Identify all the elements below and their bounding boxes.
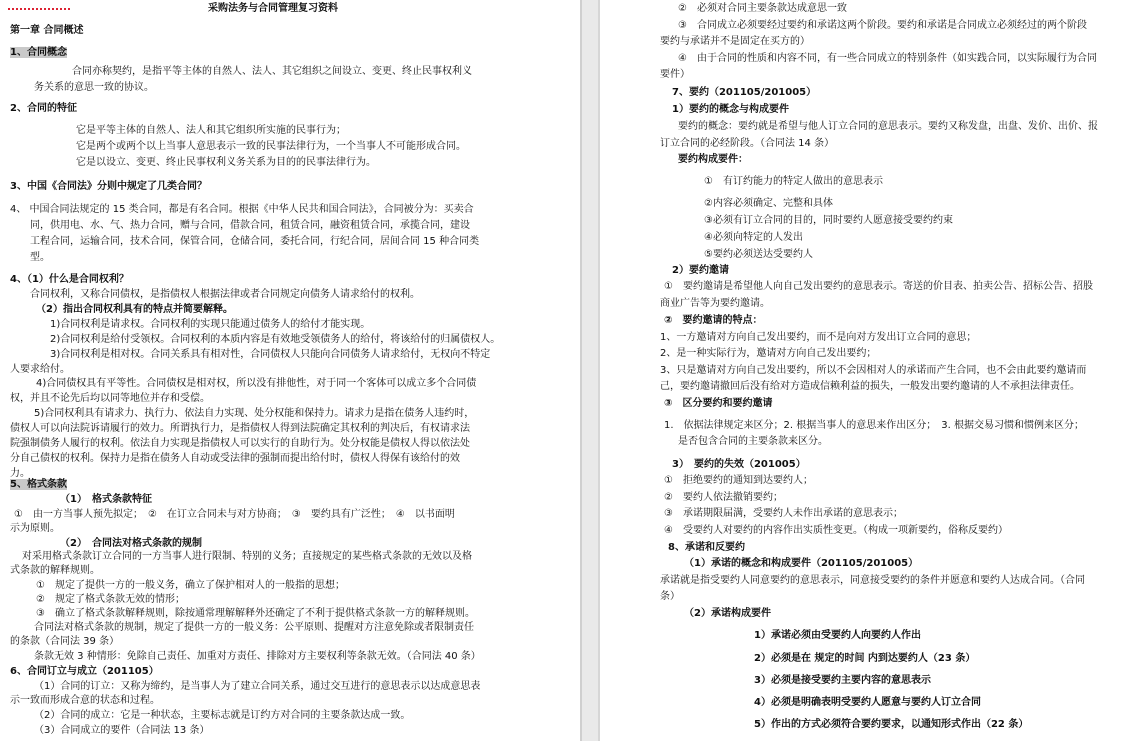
paragraph-line: 合同法对格式条款的规制，规定了提供一方的一般义务：公平原则、提醒对方注意免除或者限制责任 <box>34 622 474 633</box>
section-heading: 4、（1）什么是合同权利？ <box>10 274 129 285</box>
list-item: ① 拒绝要约的通知到达要约人； <box>664 475 813 486</box>
list-item: ②内容必须确定、完整和具体 <box>704 198 833 209</box>
list-item: ① 规定了提供一方的一般义务，确立了保护相对人的一般指的思想； <box>36 580 345 591</box>
paragraph-line: 2)合同权利是给付受领权。合同权利的本质内容是有效地受领债务人的给付，将该给付的归属债权人。 <box>50 334 501 345</box>
paragraph-line: ① 由一方当事人预先拟定； ② 在订立合同未与对方协商； ③ 要约具有广泛性； ④ 以书面明 <box>14 509 455 520</box>
paragraph-line: 合同亦称契约，是指平等主体的自然人、法人、其它组织之间设立、变更、终止民事权利义 <box>72 66 472 77</box>
chapter-heading: 第一章 合同概述 <box>10 25 84 36</box>
paragraph-line: 式条款的解释规则。 <box>10 565 100 576</box>
paragraph-line: 它是以设立、变更、终止民事权利义务关系为目的的民事法律行为。 <box>76 157 376 168</box>
paragraph-line: 对采用格式条款订立合同的一方当事人进行限制、特别的义务；直接规定的某些格式条款的无效以及格 <box>22 551 472 562</box>
paragraph-line: 3)合同权利是相对权。合同关系具有相对性，合同债权人只能向合同债务人请求给付，无权向不特定 <box>50 349 491 360</box>
section-heading: 8、承诺和反要约 <box>668 542 745 553</box>
list-item: 3、只是邀请对方向自己发出要约，所以不会因相对人的承诺而产生合同，也不会由此要约邀请而 <box>660 365 1087 376</box>
paragraph-line: 力。 <box>10 468 30 479</box>
section-heading: 6、合同订立与成立（201105） <box>10 666 159 677</box>
subheading: （2）指出合同权利具有的特点并简要解释。 <box>36 304 233 315</box>
paragraph-line: 示一致而形成合意的状态和过程。 <box>10 695 160 706</box>
section-heading: 5、格式条款 <box>10 479 67 490</box>
section-heading: 3、中国《合同法》分则中规定了几类合同？ <box>10 181 207 192</box>
list-item: ③ 合同成立必须要经过要约和承诺这两个阶段。要约和承诺是合同成立必须经过的两个阶段 <box>678 20 1087 31</box>
paragraph-line: 型。 <box>30 252 50 263</box>
list-item: 1）承诺必须由受要约人向要约人作出 <box>754 630 921 641</box>
paragraph-line: 订立合同的必经阶段。（合同法 14 条） <box>660 138 835 149</box>
subheading: 要约构成要件： <box>678 154 748 165</box>
paragraph-line: 要约与承诺并不是固定在买方的） <box>660 36 810 47</box>
paragraph-line: 它是平等主体的自然人、法人和其它组织所实施的民事行为； <box>76 125 346 136</box>
subheading: （2） 合同法对格式条款的规制 <box>60 538 202 549</box>
list-item: ⑤要约必须送达受要约人 <box>704 249 813 260</box>
page-gutter <box>580 0 600 741</box>
paragraph-line: 它是两个或两个以上当事人意思表示一致的民事法律行为，一个当事人不可能形成合同。 <box>76 141 466 152</box>
paragraph-line: （1）合同的订立：又称为缔约，是当事人为了建立合同关系，通过交互进行的意思表示以达成意思表 <box>34 681 481 692</box>
subheading: ② 要约邀请的特点： <box>664 315 763 326</box>
paragraph-line: （2）合同的成立：它是一种状态，主要标志就是订约方对合同的主要条款达成一致。 <box>34 710 411 721</box>
subheading: （1）承诺的概念和构成要件（201105/201005） <box>684 558 919 569</box>
spellcheck-mark <box>8 3 70 10</box>
paragraph-line: 债权人可以向法院诉请履行的效力。所谓执行力，是指债权人得到法院确定其权利的判决后，有权请求法 <box>10 423 470 434</box>
subheading: ③ 区分要约和要约邀请 <box>664 398 773 409</box>
paragraph-line: 承诺就是指受要约人同意要约的意思表示，同意接受要约的条件并愿意和要约人达成合同。（合同 <box>660 575 1085 586</box>
paragraph-line: 是否包含合同的主要条款来区分。 <box>678 436 828 447</box>
subheading: 1）要约的概念与构成要件 <box>672 104 789 115</box>
subheading: 3） 要约的失效（201005） <box>672 459 806 470</box>
paragraph-line: 4)合同债权具有平等性。合同债权是相对权，所以没有排他性，对于同一个客体可以成立多个合同债 <box>36 378 477 389</box>
paragraph-line: 院强制债务人履行的权利。依法自力实现是指债权人可以实行的自助行为。处分权能是债权人得以依法处 <box>10 438 470 449</box>
list-item: ④ 受要约人对要约的内容作出实质性变更。（构成一项新要约，俗称反要约） <box>664 525 1008 536</box>
list-item: ③ 确立了格式条款解释规则，除按通常理解解释外还确定了不利于提供格式条款一方的解释规则。 <box>36 608 475 619</box>
subheading: 2）要约邀请 <box>672 265 729 276</box>
subheading: （1） 格式条款特征 <box>60 494 152 505</box>
list-item: 4）必须是明确表明受要约人愿意与要约人订立合同 <box>754 697 981 708</box>
list-item: ④ 由于合同的性质和内容不同，有一些合同成立的特别条件（如实践合同，以实际履行为合同 <box>678 53 1097 64</box>
document-title: 采购法务与合同管理复习资料 <box>208 3 338 14</box>
paragraph-line: 分自己债权的权利。保持力是指在债务人自动或受法律的强制而提出给付时，债权人得保有该给付的效 <box>10 453 460 464</box>
list-item: ② 规定了格式条款无效的情形； <box>36 594 185 605</box>
paragraph-line: 的条款（合同法 39 条） <box>10 636 120 647</box>
paragraph-line: 4、 中国合同法规定的 15 类合同，都是有名合同。根据《中华人民共和国合同法》，合同被分为：买卖合 <box>10 204 474 215</box>
paragraph-line: 商业广告等为要约邀请。 <box>660 298 770 309</box>
document-page-right <box>600 0 1134 741</box>
paragraph-line: 示为原则。 <box>10 523 60 534</box>
list-item: 5）作出的方式必须符合要约要求，以通知形式作出（22 条） <box>754 719 1029 730</box>
paragraph-line: 权，并且不论先后均以同等地位并存和受偿。 <box>10 393 210 404</box>
section-heading: 7、要约（201105/201005） <box>672 87 817 98</box>
paragraph-line: 合同权利，又称合同债权，是指债权人根据法律或者合同规定向债务人请求给付的权利。 <box>30 289 420 300</box>
list-item: 1、一方邀请对方向自己发出要约，而不是向对方发出订立合同的意思； <box>660 332 977 343</box>
section-heading: 2、合同的特征 <box>10 103 77 114</box>
list-item: ④必须向特定的人发出 <box>704 232 803 243</box>
list-item: 2）必须是在 规定的时间 内到达要约人（23 条） <box>754 653 976 664</box>
paragraph-line: 要约的概念：要约就是希望与他人订立合同的意思表示。要约又称发盘，出盘、发价、出价、报 <box>678 121 1098 132</box>
list-item: ① 有订约能力的特定人做出的意思表示 <box>704 176 883 187</box>
paragraph-line: 务关系的意思一致的协议。 <box>34 82 154 93</box>
paragraph-line: 1. 依据法律规定来区分；2. 根据当事人的意思来作出区分； 3. 根据交易习惯和惯例来区分； <box>664 420 1084 431</box>
paragraph-line: ① 要约邀请是希望他人向自己发出要约的意思表示。寄送的价目表、拍卖公告、招标公告、招股 <box>664 281 1093 292</box>
paragraph-line: 条款无效 3 种情形：免除自己责任、加重对方责任、排除对方主要权利等条款无效。（合同法 40 条） <box>34 651 481 662</box>
paragraph-line: 同，供用电、水、气、热力合同，赠与合同，借款合同，租赁合同，融资租赁合同，承揽合同，建设 <box>30 220 470 231</box>
list-item: ② 必须对合同主要条款达成意思一致 <box>678 3 847 14</box>
paragraph-line: 要件） <box>660 69 690 80</box>
paragraph-line: 条） <box>660 591 680 602</box>
paragraph-line: 5)合同权利具有请求力、执行力、依法自力实现、处分权能和保持力。请求力是指在债务人违约时， <box>34 408 475 419</box>
paragraph-line: 人要求给付。 <box>10 364 70 375</box>
list-item: ③必须有订立合同的目的，同时要约人愿意接受要约约束 <box>704 215 953 226</box>
list-item: 3）必须是接受要约主要内容的意思表示 <box>754 675 931 686</box>
list-item: ③ 承诺期限届满，受要约人未作出承诺的意思表示； <box>664 508 903 519</box>
paragraph-line: 己，要约邀请撤回后没有给对方造成信赖利益的损失，一般发出要约邀请的人不承担法律责任。 <box>660 381 1080 392</box>
paragraph-line: 工程合同，运输合同，技术合同，保管合同，仓储合同，委托合同，行纪合同，居间合同 15 种合同类 <box>30 236 480 247</box>
subheading: （2）承诺构成要件 <box>684 608 771 619</box>
section-heading: 1、合同概念 <box>10 47 67 58</box>
paragraph-line: （3）合同成立的要件（合同法 13 条） <box>34 725 210 736</box>
list-item: 2、是一种实际行为，邀请对方向自己发出要约； <box>660 348 877 359</box>
paragraph-line: 1)合同权利是请求权。合同权利的实现只能通过债务人的给付才能实现。 <box>50 319 371 330</box>
list-item: ② 要约人依法撤销要约； <box>664 492 783 503</box>
